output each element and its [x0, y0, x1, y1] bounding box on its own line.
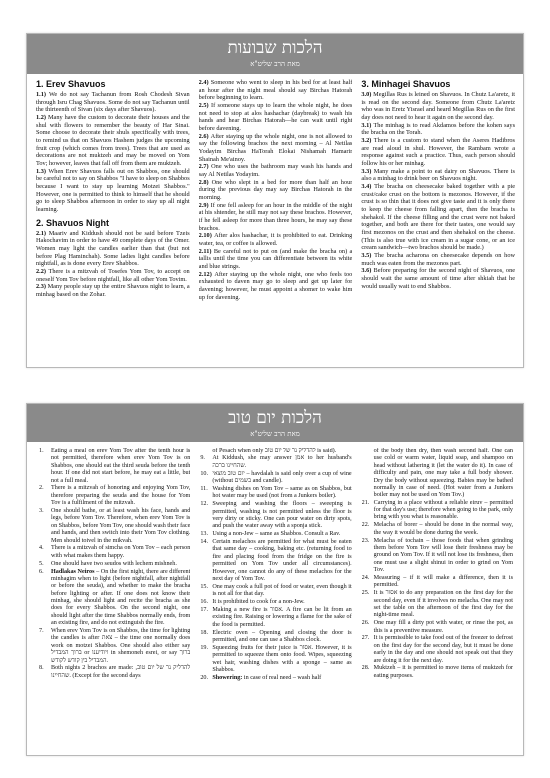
rule-text: After staying up the whole night, one who feels too exhausted to daven may go to sleep and get up later for davening; however, he must appoint a shomer to wake him up for davening.	[198, 270, 353, 301]
list-item-number: 11.	[200, 485, 208, 492]
rule-text: One who slept in a bed for more than half an hour during the previous day may say Birchas Hatorah in the morning.	[198, 178, 353, 202]
rule-number: 3.2)	[361, 137, 374, 144]
rule-text: Someone who went to sleep in his bed for at least half an hour after the night meal should say Birchas Hatorah before beginning to learn.	[198, 79, 353, 102]
rule-paragraph	[361, 252, 515, 267]
list-item-number: 4.	[39, 545, 44, 552]
list-item	[200, 607, 351, 629]
rule-paragraph	[36, 268, 190, 283]
rule-paragraph	[36, 91, 190, 114]
list-item	[362, 590, 513, 620]
list-item	[39, 508, 190, 545]
list-item-number: 23.	[361, 537, 370, 544]
list-item-text: There is a mitzvah of simcha on Yom Tov – each person with what makes them happy.	[51, 545, 191, 559]
rule-number: 3.4)	[361, 183, 375, 191]
yom-tov-title: הלכות יום טוב	[228, 408, 322, 428]
rule-paragraph	[361, 168, 515, 183]
rule-text: One who uses the bathroom may wash his hands and say Al Netilas Yodayim.	[198, 163, 353, 179]
list-item-text: Showering: in case of real need – wash half	[212, 674, 322, 681]
list-item-text: יום טוב מוצאי – havdalah is said only over a cup of wine (without בשמים and candle).	[212, 470, 352, 484]
list-item-text: One should have two seudos with lechem mishneh.	[51, 560, 177, 567]
rule-number: 2.5)	[198, 102, 211, 110]
rule-paragraph	[361, 183, 515, 252]
section-shavuos-night-continued-items	[199, 79, 353, 301]
list-item	[200, 455, 351, 470]
list-item-number: 24.	[361, 574, 370, 581]
list-item-number: 15.	[200, 583, 209, 590]
list-item-text: Eating a meal on erev Yom Tov after the tenth hour is not permitted, therefore when erev Yom Tov is on Shabbos, one should eat the third seuda before the tenth hour. If one did not start before, he may eat a little, but not a full meal.	[51, 448, 191, 484]
shavuos-column-1	[36, 79, 190, 301]
rule-paragraph	[361, 122, 515, 137]
rule-text: Maariv and Kiddush should not be said before Tzeis Hakochavim in order to have 49 complete days of the Omer. Women may light the candles earlier than that (but not before Plag Haminchah). Some ladies light candles before nightfall, as is done every Erev Shabbos.	[36, 229, 190, 268]
list-item	[39, 628, 190, 665]
list-item-number: 12.	[200, 501, 209, 508]
list-item-number: 26.	[361, 620, 370, 627]
list-item-text: Carrying in a place without a reliable eiruv – permitted for that day's use; therefore when going to the park, only bring with you what is reasonable.	[373, 499, 513, 521]
section-heading-erev-shavuos: 1. Erev Shavuos	[36, 79, 106, 89]
rule-text: When Erev Shavuos falls out on Shabbos, one should be careful not to say on Shabbos "I have to sleep on Shabbos because I want to stay up learning Motzei Shabbos." However, one is permitted to think to himself that he should go to sleep Shabbos afternoon in order to stay up all night learning.	[36, 167, 190, 214]
section-heading-minhagei-shavuos: 3. Minhagei Shavuos	[361, 79, 451, 89]
list-item-text: Electric oven – Opening and closing the door is permitted, and one can use a Shabbos clock.	[212, 629, 352, 643]
list-item-text: It is permissible to take food out of the freezer to defrost on the first day for the second day, but it must be done early in the day and one should not speak out that they are doing it for the next day.	[373, 635, 513, 664]
list-item	[39, 545, 190, 560]
rule-number: 1.3)	[36, 167, 49, 175]
list-item	[39, 561, 190, 568]
list-item-number: 5.	[39, 560, 44, 567]
list-item-text: Squeezing fruits for their juice is אסור. However, it is permitted to squeeze them onto food. Wipes, squeezing wet hair, washing dishes with a sponge – same as Shabbos.	[212, 644, 352, 673]
list-item	[362, 575, 513, 590]
rule-text: Before preparing for the second night of Shavuos, one should wait the same amount of time after shkiah that he would usually wait to end Shabbos.	[361, 267, 516, 290]
yom-tov-panel	[26, 403, 524, 756]
list-item	[200, 471, 351, 486]
list-item-text: Melacha of borer – should be done in the normal way, the way it would be done during the week.	[373, 522, 513, 536]
rule-number: 2.9)	[198, 201, 211, 209]
list-item-number: 14.	[200, 539, 209, 545]
list-item-number: 17.	[200, 606, 209, 613]
section-shavuos-night-items	[36, 230, 190, 299]
rule-number: 2.10)	[198, 232, 215, 240]
rule-text: Be careful not to put on (and make the bracha on) a tallis until the time you can differentiate between its white and blue strings.	[198, 247, 353, 271]
rule-number: 2.6)	[198, 132, 211, 140]
list-item-number: 28.	[361, 665, 370, 672]
rule-number: 2.12)	[198, 270, 215, 278]
list-item-text: When erev Yom Tov is on Shabbos, the time for lighting the candles is after צאת – the time one normally does work on motzei Shabbos. One should also either say ברוך המבדיל or ויודיענו in shemoneh esrei, or say ברוך המבדיל בין קודש לקודש.	[51, 628, 191, 664]
list-item-number: 2.	[39, 485, 44, 492]
rule-number: 2.11)	[198, 247, 214, 255]
list-item-text: Melacha of tochain – those foods that when grinding them before Yom Tov will lose their freshness may be ground on Yom Tov. If it will not lose its freshness, then one must use a slight shinui in order to grind on Yom Tov.	[373, 537, 513, 573]
rule-text: Many have the custom to decorate their houses and the shul with flowers to remember the beauty of Har Sinai. Some choose to decorate their shuls specifically with trees, to remind us that on Shavuos Hashem judges the upcoming fruit crop (which comes from trees). Trees that are used as decorations are not muktzeh and may be moved on Yom Tov; however, leaves that fall off from them are muktzeh.	[36, 113, 190, 168]
list-item-continued: of Pesach when only להדליק נר של יום טוב is said).	[212, 448, 337, 454]
list-item	[39, 485, 190, 507]
list-item-number: 3.	[39, 508, 44, 514]
list-item-text: At Kiddush, she may answer אמן to her husband's שהחיינו ברכה.	[212, 455, 352, 469]
section-minhagei-shavuos-items	[361, 91, 515, 290]
list-item-text: It is אסור to do any preparation on the first day for the second day, even if it involves no melacha. One may not set the table on the afternoon of the first day for the night-time meal.	[373, 590, 513, 619]
list-item	[200, 531, 351, 538]
rule-paragraph	[361, 91, 515, 122]
yom-tov-column-2	[200, 448, 351, 683]
shavuos-column-3	[361, 79, 515, 301]
rule-text: If someone stays up to learn the whole night, he does not need to stop at alos hashachar (daybreak) to wash his hands and hear Birchas Hatorah—he can wait until right before davening.	[198, 102, 353, 133]
rule-paragraph	[199, 102, 353, 133]
rule-number: 3.0)	[361, 90, 374, 98]
list-item-number: 13.	[200, 531, 209, 538]
rule-paragraph	[199, 163, 353, 178]
yom-tov-column-3	[362, 448, 513, 683]
rule-text: Megillas Rus is leined on Shavuos. In Chutz La'aretz, it is read on the second day. Someone from Chutz La'aretz who was in Eretz Yisrael and heard Megillas Rus on the first day does not need to hear it again on the second day.	[361, 90, 516, 121]
list-item-number: 21.	[361, 499, 370, 506]
rule-paragraph	[199, 248, 353, 271]
rule-paragraph	[36, 114, 190, 168]
rule-number: 2.2)	[36, 268, 49, 276]
list-item-text: It is prohibited to cook for a non-Jew.	[212, 599, 305, 605]
list-item	[200, 599, 351, 606]
list-item-continued: of the body then dry, then wash second half. One can use cold or warm water, liquid soap, and shampoo on head without lathering it (let the water do it). In case of difficulty and pain, one may take a full body shower. Dry the body without squeezing. Babies may be bathed normally in case of need. (Hot water from a Junkers boiler may not be used on Yom Tov.)	[373, 448, 513, 499]
shavuos-columns	[27, 74, 523, 305]
list-item	[39, 665, 190, 680]
list-item	[200, 584, 351, 599]
list-item-text: One may fill a dirty pot with water, or rinse the pot, as this is a preventive measure.	[373, 620, 513, 634]
rule-paragraph	[199, 179, 353, 202]
rule-number: 2.8)	[198, 178, 212, 186]
rule-number: 3.5)	[361, 252, 375, 260]
rule-text: The minhag is to read Akdamos before the kohen says the bracha on the Torah.	[361, 121, 516, 137]
list-item-text: Hadlakas Neiros – On the first night, there are different minhagim when to light (before nightfall, after nightfall or before the seuda), and whether to make the bracha before lighting or after. If one does not know their minhag, she should light and recite the bracha as she does for every Shabbos. On the second night, one should light after the time Shabbos normally ends, from an existing fire, and do not extinguish the fire.	[51, 568, 191, 627]
shavuos-subtitle: מאת הרב שליט"א	[250, 60, 300, 69]
list-item	[39, 448, 190, 485]
list-item	[39, 569, 190, 628]
list-item	[362, 665, 513, 680]
rule-number: 3.3)	[361, 167, 374, 175]
list-item-number: 16.	[200, 599, 209, 605]
list-item-number: 10.	[200, 470, 209, 477]
list-item	[200, 645, 351, 675]
rule-number: 2.4)	[198, 79, 211, 86]
rule-text: After alos hashachar, it is prohibited to eat. Drinking water, tea, or coffee is allowed.	[198, 232, 353, 248]
list-item	[200, 630, 351, 645]
rule-number: 1.1)	[36, 90, 49, 98]
rule-paragraph	[361, 137, 515, 168]
list-item	[362, 522, 513, 537]
rule-number: 2.7)	[198, 163, 212, 171]
rule-text: There is a mitzvah of Tosefes Yom Tov, to accept on oneself Yom Tov before nightfall, like all other Yom Tovim.	[36, 268, 190, 283]
rule-text: After staying up the whole night, one is not allowed to say the following brachos the next morning – Al Netilas Yodayim Birchas HaTorah Elokai Nishamah Hamarir Shainah Me'ainoy.	[198, 132, 353, 163]
yom-tov-subtitle: מאת הרב שליט"א	[250, 430, 300, 439]
rule-number: 1.2)	[36, 113, 48, 121]
list-item	[200, 501, 351, 531]
rule-paragraph	[199, 133, 353, 164]
rule-text: There is a custom to stand when the Aseres Hadibros are read aloud in shul. However, the Rambam wrote a response against such a practice. Thus, each person should follow his or her minhag.	[361, 137, 516, 168]
rule-paragraph	[199, 79, 353, 102]
list-item-text: Certain melachos are permitted for what must be eaten that same day – cooking, baking etc. (returning food to fire and placing food from the fridge on the fire is permitted on Yom Tov under all circumstances). However, one cannot do any of these melachos for the next day of Yom Tov.	[212, 539, 352, 582]
rule-text: If one fell asleep for an hour in the middle of the night at his shtender, he still may not say these brachos. However, if he fell asleep for more than three hours, he may say these brachos.	[198, 201, 353, 232]
rule-text: The bracha acharona on cheesecake depends on how much was eaten from the mezonos part.	[361, 252, 516, 267]
section-heading-shavuos-night: 2. Shavuos Night	[36, 217, 110, 228]
list-item-text: One may cook a full pot of food or water, even though it is not all for that day.	[212, 583, 352, 598]
list-item-text: Both nights 2 brachos are made: להדליק נר של יום טוב, שהחיינו. (Except for the second days	[51, 665, 191, 679]
list-item-number: 22.	[361, 522, 370, 529]
rule-paragraph	[199, 202, 353, 233]
list-item-number: 27.	[361, 635, 370, 642]
list-item	[200, 539, 351, 583]
rule-paragraph	[361, 267, 515, 290]
list-item-number: 9.	[200, 455, 205, 462]
list-item-number: 20.	[200, 674, 209, 681]
list-item-text: Washing dishes on Yom Tov – same as on Shabbos, but hot water may be used (not from a Junkers boiler).	[212, 485, 352, 500]
rule-number: 3.6)	[361, 267, 374, 275]
list-item	[362, 500, 513, 522]
list-item-text: Muktzeh – it is permitted to move items of muktzeh for eating purposes.	[373, 665, 513, 679]
shavuos-column-2	[199, 79, 353, 301]
section-erev-shavuos-items	[36, 91, 190, 214]
list-item	[362, 620, 513, 635]
list-item-number: 25.	[361, 590, 370, 597]
shavuos-header	[27, 34, 523, 74]
rule-number: 2.1)	[36, 229, 49, 237]
list-item	[362, 538, 513, 575]
rule-number: 3.1)	[361, 121, 374, 129]
rule-paragraph	[36, 168, 190, 214]
rule-paragraph	[199, 271, 353, 302]
rule-text: The bracha on cheesecake baked together with a pie crust/cake crust on the bottom is mezonos. However, if the crust is so thin that it does not give taste and it is only there to keep the cheese from falling apart, then the bracha is shehakol. If the cheese filling and the crust were not baked together, and both are there for their tastes, one would say first mezonos on the crust and then shehakol on the cheese. (This is also true with ice cream in a sugar cone, or an ice cream sandwich—two brachos should be made.)	[361, 183, 516, 252]
list-item-number: 7.	[39, 628, 44, 634]
list-item	[362, 635, 513, 665]
rule-text: We do not say Tachanun from Rosh Chodesh Sivan through Isru Chag Shavuos. Some do not say Tachanun until the thirteenth of Sivan (six days after Shavuos).	[36, 90, 190, 114]
rule-number: 2.3)	[36, 283, 48, 291]
rule-paragraph	[36, 283, 190, 298]
list-item-text: Making a new fire is אסור. A fire can be lit from an existing fire. Raising or lowering a flame for the sake of the food is permitted.	[212, 606, 352, 628]
list-item-number: 18.	[200, 629, 209, 636]
list-item-text: Measuring – if it will make a difference, then it is permitted.	[373, 574, 513, 589]
rule-paragraph	[36, 230, 190, 268]
rule-paragraph	[199, 232, 353, 247]
list-item	[200, 675, 351, 682]
list-item-number: 19.	[200, 644, 209, 651]
list-item-text: Using a non-Jew – same as Shabbos. Consult a Rav.	[212, 531, 341, 538]
list-item	[200, 486, 351, 501]
rule-text: Many make a point to eat dairy on Shavuos. There is also a minhag to drink beer on Shavuos night.	[361, 167, 516, 183]
shavuos-panel	[26, 33, 524, 368]
list-item-number: 6.	[39, 568, 44, 575]
rule-text: Many people stay up the entire Shavuos night to learn, a minhag based on the Zohar.	[36, 283, 190, 299]
yom-tov-header	[27, 404, 523, 442]
shavuos-title: הלכות שבועות	[227, 38, 323, 58]
list-item-text: There is a mitzvah of honoring and enjoying Yom Tov, therefore preparing the seuda and the house for Yom Tov is a fulfilment of the mitzvah.	[51, 485, 191, 507]
list-item-number: 1.	[39, 448, 44, 454]
list-item-text: Sweeping and washing the floors – sweeping is permitted, washing is not permitted unless the floor is very dirty or sticky. One can pour water on dirty spots, and push the water away with a sponja stick.	[212, 501, 352, 530]
yom-tov-columns	[27, 442, 523, 687]
yom-tov-column-1	[39, 448, 190, 683]
list-item-number: 8.	[39, 665, 44, 672]
list-item-text: One should bathe, or at least wash his face, hands and legs, before Yom Tov. Therefore, when erev Yom Tov is on Shabbos, before Yom Tov, one should wash their face and hands, and then switch into their Yom Tov clothing. Men should toivel in the mikvah.	[51, 508, 191, 544]
